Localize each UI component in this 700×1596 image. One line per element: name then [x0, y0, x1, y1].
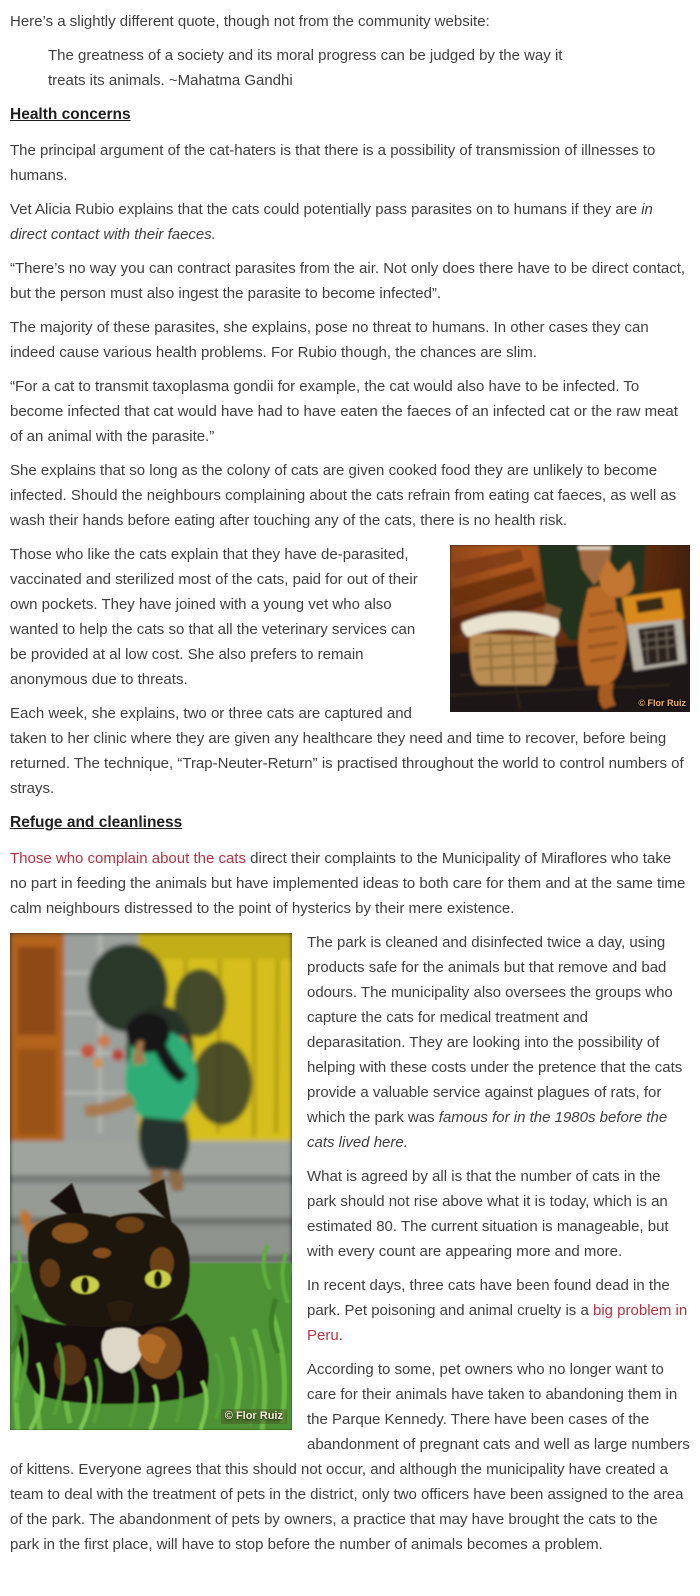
paragraph-park-cleaned-text: The park is cleaned and disinfected twice a day, using products safe for the animals but that remove and bad odours. The municipality also oversees the groups who capture the cats for medical treatment and deparasitation. They are looking into the possibility of helping with these costs under the pretence that the cats provide a valuable service against plagues of rats, for which the park was [307, 934, 683, 1126]
photo-credit-flor-ruiz: © Flor Ruiz [221, 1409, 287, 1424]
gandhi-quote: The greatness of a society and its moral progress can be judged by the way it treats its animals. ~Mahatma Gandhi [48, 47, 563, 89]
paragraph-park-cleaned-emphasis: famous for in the 1980s before the cats lived here. [307, 1109, 668, 1151]
section-heading-refuge-cleanliness: Refuge and cleanliness [10, 814, 183, 831]
photo-credit-flor-ruiz: © Flor Ruiz [638, 698, 686, 708]
paragraph-complaints-text: direct their complaints to the Municipality of Miraflores who take no part in feeding the animals but have implemented ideas to both care for them and at the same time calm neighbours distressed to the point of hysterics by their mere existence. [10, 850, 686, 917]
paragraph-cats-found-dead-period: . [338, 1327, 343, 1344]
paragraph-cooked-food: She explains that so long as the colony of cats are given cooked food they are unlikely to become infected. Should the neighbours complaining about the cats refrain from eating cat faeces, as well as wash their hands before eating after touching any of the cats, there is no health risk. [10, 462, 677, 529]
photo-vet-with-cat-illustration [450, 545, 690, 712]
paragraph-like-the-cats: Those who like the cats explain that they have de-parasited, vaccinated and sterilized most of the cats, paid for out of their own pockets. They have joined with a young vet who also wanted to help the cats so that all the veterinary services can be provided at al low cost. She also prefers to remain anonymous due to threats. [10, 546, 418, 688]
link-big-problem-in-peru[interactable]: big problem in Peru [307, 1302, 688, 1344]
paragraph-vet-alicia-text: Vet Alicia Rubio explains that the cats could potentially pass parasites on to humans if they are [10, 201, 642, 218]
paragraph-complaints [10, 846, 690, 921]
paragraph-toxoplasma-quote: “For a cat to transmit taxoplasma gondii for example, the cat would also have to be infected. To become infected that cat would have had to have eaten the faeces of an infected cat or the raw meat of an animal with the parasite.” [10, 378, 678, 445]
paragraph-majority-parasites: The majority of these parasites, she explains, pose no threat to humans. In other cases they can indeed cause various health problems. For Rubio though, the chances are slim. [10, 319, 649, 361]
link-those-who-complain[interactable]: Those who complain about the cats [10, 850, 246, 867]
paragraph-no-way-quote: “There’s no way you can contract parasites from the air. Not only does there have to be direct contact, but the person must also ingest the parasite to become infected”. [10, 260, 686, 302]
paragraph-cats-found-dead-text: In recent days, three cats have been found dead in the park. Pet poisoning and animal cruelty is a [307, 1277, 670, 1319]
photo-vet-with-cat [450, 545, 690, 712]
paragraph-vet-alicia-emphasis: in direct contact with their faeces. [10, 201, 653, 243]
intro-paragraph: Here’s a slightly different quote, though not from the community website: [10, 13, 490, 30]
paragraph-principal-argument: The principal argument of the cat-haters is that there is a possibility of transmission of illnesses to humans. [10, 142, 656, 184]
paragraph-vet-alicia [10, 197, 690, 247]
photo-park-cats-illustration [10, 933, 292, 1430]
paragraph-abandonment: According to some, pet owners who no longer want to care for their animals have taken to abandoning them in the Parque Kennedy. There have been cases of the abandonment of pregnant cats and well as large numbers of kittens. Everyone agrees that this should not occur, and although the municipality have created a team to deal with the treatment of pets in the district, only two officers have been assigned to the area of the park. The abandonment of pets by owners, a practice that may have brought the cats to the park in the first place, will have to stop before the number of animals becomes a problem. [10, 1361, 690, 1553]
paragraph-each-week: Each week, she explains, two or three cats are captured and taken to her clinic where they are given any healthcare they need and time to recover, before being returned. The technique, “Trap-Neuter-Return” is practised throughout the world to control numbers of strays. [10, 705, 684, 797]
photo-park-cats [10, 933, 292, 1430]
section-heading-health-concerns: Health concerns [10, 106, 131, 123]
paragraph-agreed-number: What is agreed by all is that the number of cats in the park should not rise above what it is today, which is an estimated 80. The current situation is manageable, but with every count are appearing more and more. [307, 1168, 669, 1260]
